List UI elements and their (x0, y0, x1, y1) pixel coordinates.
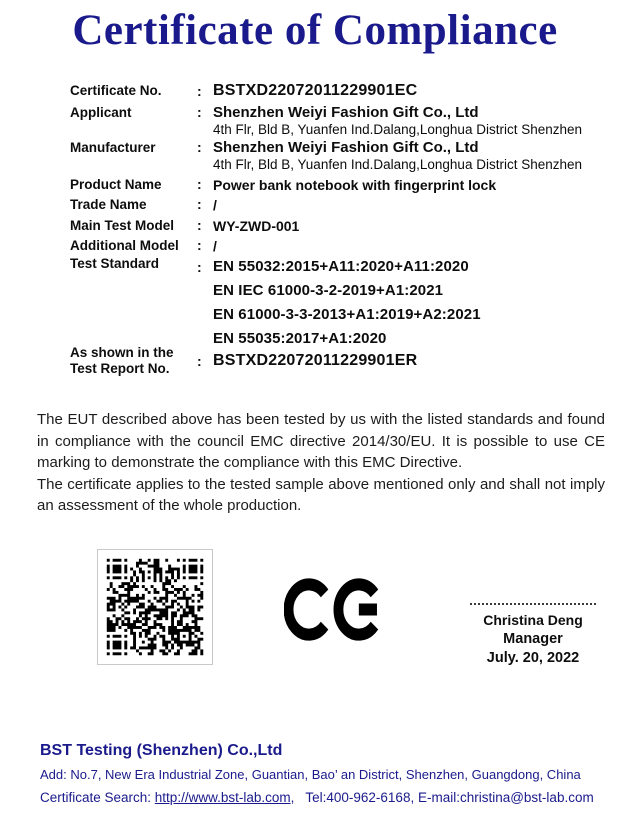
info-row-certificate-no (70, 81, 615, 101)
test-standard-line: EN 61000-3-3-2013+A1:2019+A2:2021 (213, 306, 481, 323)
footer-contact-info: , Tel:400-962-6168, E-mail:christina@bst-lab.com (290, 790, 594, 805)
info-row-manufacturer (70, 139, 615, 173)
footer-company-name: BST Testing (Shenzhen) Co.,Ltd (40, 742, 283, 759)
qr-code-canvas (98, 550, 212, 664)
applicant-address: 4th Flr, Bld B, Yuanfen Ind.Dalang,Longhua District Shenzhen (213, 122, 582, 137)
manufacturer-address: 4th Flr, Bld B, Yuanfen Ind.Dalang,Longhua District Shenzhen (213, 157, 582, 172)
colon-separator: : (197, 217, 202, 233)
test-standard-line: EN 55032:2015+A11:2020+A11:2020 (213, 258, 469, 275)
colon-separator: : (197, 353, 202, 369)
certificate-search-label: Certificate Search: (40, 790, 155, 805)
main-test-model-label: Main Test Model (70, 218, 175, 233)
qr-code (97, 549, 213, 665)
manufacturer-label: Manufacturer (70, 140, 156, 155)
footer (40, 741, 610, 806)
declaration-paragraph-2: The certificate applies to the tested sample above mentioned only and shall not imply an assessment of the whole production. (37, 475, 605, 514)
manufacturer-name: Shenzhen Weiyi Fashion Gift Co., Ltd (213, 139, 479, 156)
applicant-label: Applicant (70, 105, 132, 120)
additional-model-value: / (213, 238, 217, 254)
signer-name: Christina Deng (483, 612, 583, 628)
colon-separator: : (197, 139, 202, 155)
test-report-label-line1: As shown in the (70, 345, 174, 360)
ce-mark-icon (284, 576, 380, 643)
certificate-no-label: Certificate No. (70, 83, 162, 98)
colon-separator: : (197, 196, 202, 212)
certificate-no-value: BSTXD22072011229901EC (213, 82, 418, 99)
product-name-value: Power bank notebook with fingerprint lock (213, 177, 497, 193)
footer-search-line (40, 789, 610, 806)
test-standard-label: Test Standard (70, 256, 160, 271)
declaration-text (37, 409, 605, 517)
test-standard-line: EN IEC 61000-3-2-2019+A1:2021 (213, 282, 444, 299)
product-name-label: Product Name (70, 177, 162, 192)
info-row-product-name (70, 176, 615, 194)
test-standard-line: EN 55035:2017+A1:2020 (213, 330, 387, 347)
applicant-name: Shenzhen Weiyi Fashion Gift Co., Ltd (213, 104, 479, 121)
test-report-value: BSTXD22072011229901ER (213, 352, 418, 369)
additional-model-label: Additional Model (70, 238, 179, 253)
colon-separator: : (197, 83, 202, 99)
signer-title: Manager (503, 631, 563, 647)
trade-name-label: Trade Name (70, 197, 147, 212)
page-title: Certificate of Compliance (72, 7, 558, 54)
declaration-paragraph-1: The EUT described above has been tested by us with the listed standards and found in compliance with the council EMC directive 2014/30/EU. It is possible to use CE marking to demonstrate the compliance with this EMC Directive. (37, 411, 605, 471)
info-row-applicant (70, 104, 615, 138)
main-test-model-value: WY-ZWD-001 (213, 218, 300, 234)
signature-dotted-line (470, 603, 596, 605)
signature-date: July. 20, 2022 (486, 650, 580, 666)
colon-separator: : (197, 104, 202, 120)
certificate-info-table (70, 81, 615, 377)
certificate-search-link[interactable]: http://www.bst-lab.com (154, 790, 291, 805)
info-row-test-standard (70, 255, 615, 351)
footer-address: Add: No.7, New Era Industrial Zone, Guantian, Bao’ an District, Shenzhen, Guangdong, China (40, 767, 581, 782)
info-row-main-test-model (70, 217, 615, 235)
colon-separator: : (197, 176, 202, 192)
test-report-label-line2: Test Report No. (70, 361, 170, 376)
info-row-trade-name (70, 196, 615, 214)
trade-name-value: / (213, 197, 217, 213)
colon-separator: : (197, 259, 202, 275)
info-row-additional-model (70, 237, 615, 255)
colon-separator: : (197, 237, 202, 253)
signature-block (458, 603, 608, 668)
